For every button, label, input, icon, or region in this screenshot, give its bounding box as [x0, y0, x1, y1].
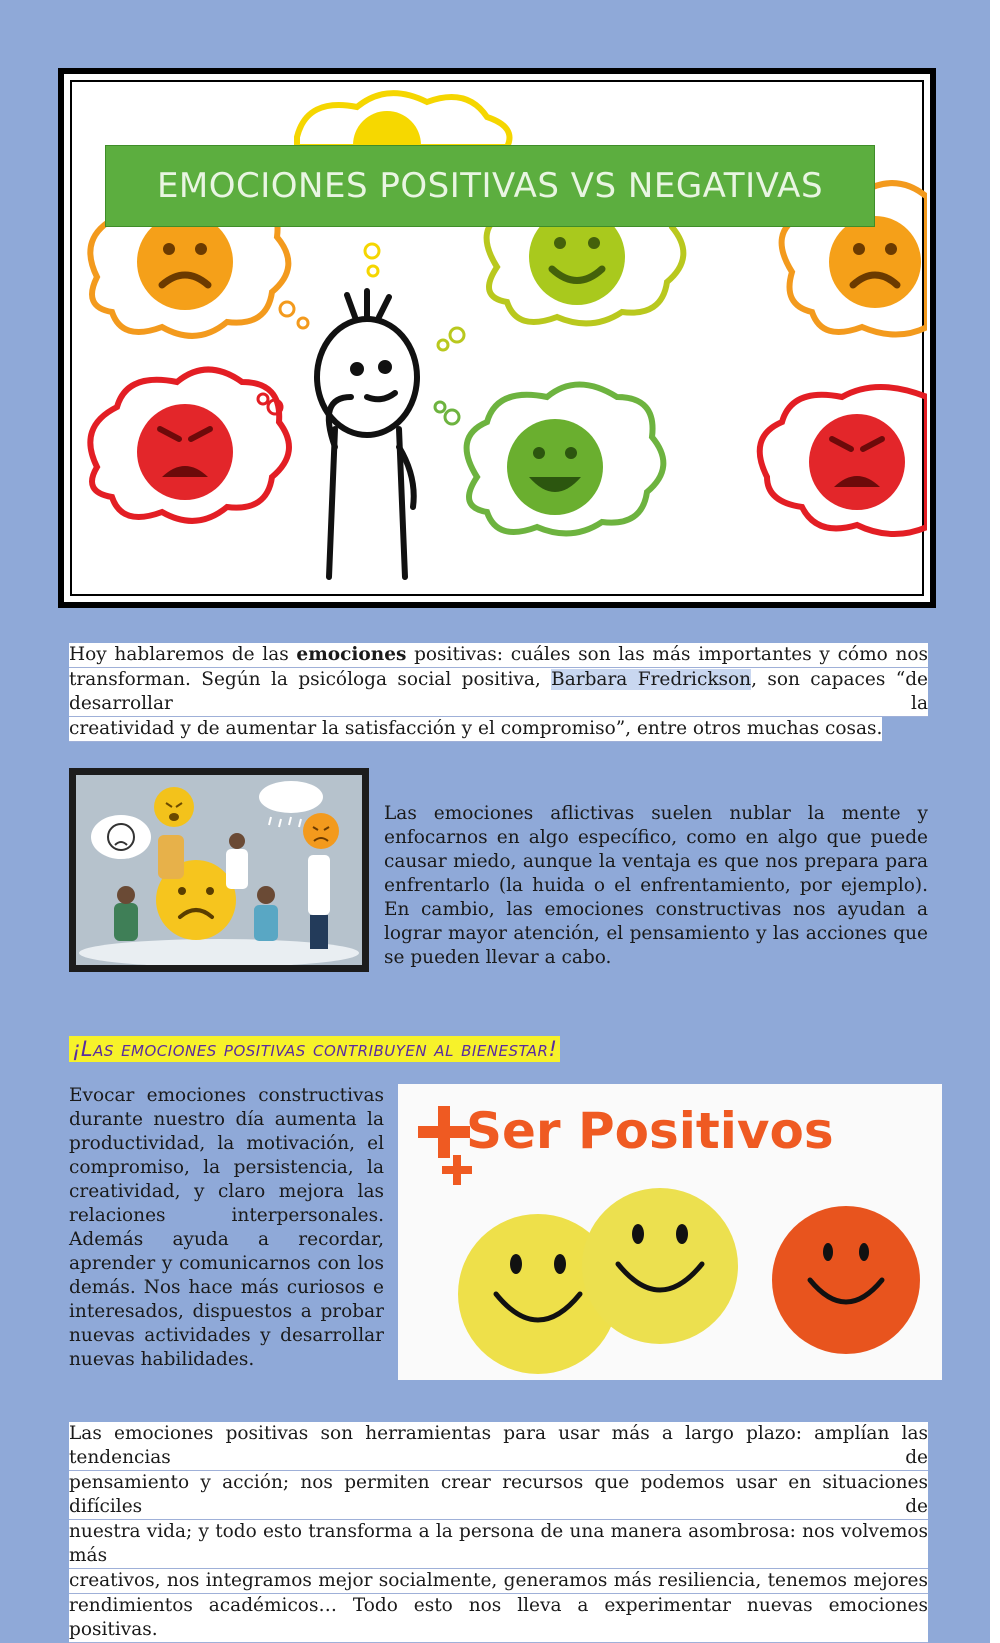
- intro-line-1: Hoy hablaremos de las emociones positivas: cuáles son las más importantes y cómo nos: [69, 643, 928, 668]
- sad-face-orange-left: [137, 214, 233, 310]
- hero-canvas: [64, 74, 930, 602]
- sad-face-orange-right: [829, 216, 921, 308]
- ser-positivos-title: Ser Positivos: [466, 1102, 834, 1160]
- angry-face-left: [137, 404, 233, 500]
- sad-people-illustration: [76, 775, 362, 965]
- yellow-smiley-ball-2: [582, 1188, 738, 1344]
- orange-smiley-ball: [772, 1206, 920, 1354]
- afflictive-emotions-paragraph: Las emociones aflictivas suelen nublar la mente y enfocarnos en algo específico, como en algo que puede causar miedo, aunque la ventaja es que nos prepara para enfrentarlo (la huida o el enfrentamiento, por ejemplo). En cambio, las emociones constructivas nos ayudan a lograr mayor atención, el pensamiento y las acciones que se pueden llevar a cabo.: [384, 803, 928, 968]
- closing-paragraph: [69, 1422, 928, 1643]
- hero-title-banner: EMOCIONES POSITIVAS VS NEGATIVAS: [105, 145, 875, 227]
- upset-face-icon: [303, 813, 339, 849]
- intro-paragraph: [69, 643, 928, 742]
- closing-line-5: rendimientos académicos… Todo esto nos lleva a experimentar nuevas emociones positivas.: [69, 1594, 928, 1643]
- closing-line-2: pensamiento y acción; nos permiten crear recursos que podemos usar en situaciones difíciles de: [69, 1471, 928, 1520]
- closing-line-4: creativos, nos integramos mejor socialmente, generamos más resiliencia, tenemos mejores: [69, 1569, 928, 1594]
- happy-face-green: [507, 419, 603, 515]
- sad-emotions-image: [69, 768, 369, 972]
- section-heading: ¡Las emociones positivas contribuyen al bienestar!: [69, 1036, 560, 1062]
- page-edge: [990, 0, 1000, 1643]
- stick-figure: [317, 291, 417, 577]
- plus-icon: [418, 1106, 472, 1185]
- author-name-highlight: Barbara Fredrickson: [551, 669, 752, 690]
- benefits-paragraph: Evocar emociones constructivas durante nuestro día aumenta la productividad, la motivación, el compromiso, la persistencia, la creatividad, y claro mejora las relaciones interpersonales. Además ayuda a recordar, aprender y comunicarnos con los demás. Nos hace más curiosos e interesados, dispuestos a probar nuevas actividades y desarrollar nuevas habilidades.: [69, 1085, 384, 1370]
- intro-line-3: creatividad y de aumentar la satisfacción y el compromiso”, entre otros muchas cosas.: [69, 717, 882, 742]
- intro-line-2: transforman. Según la psicóloga social positiva, Barbara Fredrickson, son capaces “de desarrollar la: [69, 668, 928, 717]
- closing-line-1: Las emociones positivas son herramientas para usar más a largo plazo: amplían las tendencias de: [69, 1422, 928, 1471]
- closing-line-3: nuestra vida; y todo esto transforma a la persona de una manera asombrosa: nos volvemos más: [69, 1520, 928, 1569]
- hero-illustration: [58, 68, 936, 608]
- angry-face-right: [809, 414, 905, 510]
- ser-positivos-image: [398, 1084, 942, 1380]
- emphasis-emociones: emociones: [296, 644, 407, 665]
